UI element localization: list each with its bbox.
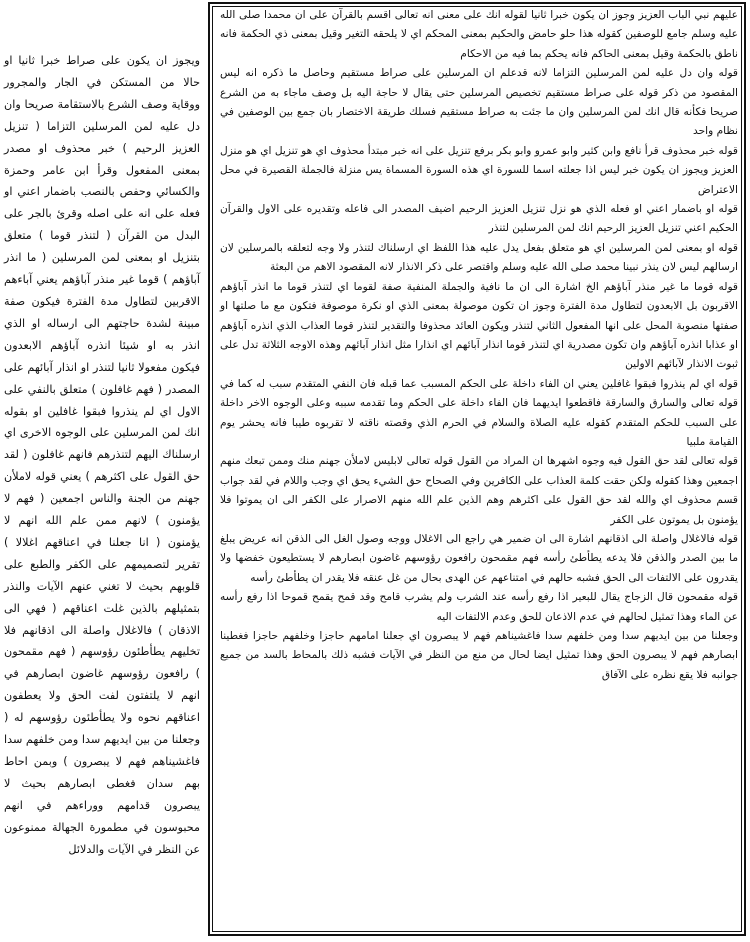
commentary-paragraph: قوله اي لم ينذروا فبقوا غافلين يعني ان الفاء داخلة على الحكم المسبب عما قبله فان النفي المتقدم سبب له كما في قوله تعالى والسارق والسارقة فاقطعوا ايديهما فان الفاء داخلة على الحكم وما تقدمه سببه وعلى الوجوه الاخر داخلة على السبب للحكم المتقدم كقوله عليه الصلاة والسلام في الحرم الذي وقصته ناقته لا تقربوه طيبا فانه يحشر يوم القيامة ملبيا — [220, 377, 738, 448]
commentary-paragraph: قوله مقمحون قال الزجاج يقال للبعير اذا رفع رأسه عند الشرب ولم يشرب قامح وقد قمح يقمح قموحا اذا رفع رأسه عن الماء وهذا تمثيل لحالهم في عدم الاذعان للحق وعدم الالتفات اليه — [220, 591, 738, 623]
commentary-paragraph: قوله خبر محذوف قرأ نافع وابن كثير وابو عمرو وابو بكر برفع تنزيل على انه خبر مبتدأ محذوف اي هو تنزيل اي هو منزل العزيز ويجوز ان يكون خبر ليس اذا جعلته اسما للسورة اي هذه السورة المسماة يس منزلة فالجملة القصيرة في محل الاعتراض — [220, 144, 738, 196]
margin-tafsir-column — [4, 50, 200, 856]
commentary-paragraph: قوله تعالى لقد حق القول فيه وجوه اشهرها ان المراد من القول قوله تعالى لابليس لاملأن جهنم منك وممن تبعك منهم اجمعين وهذا كقوله ولكن حقت كلمة العذاب على الكافرين وفي الصحاح حق الشيء يحق اي وجب واللام في لقد جواب قسم محذوف اي والله لقد حق القول على اكثرهم وهم الذين علم الله منهم الاصرار على الكفر الى ان يموتوا فلا يؤمنون بل يموتون على الكفر — [220, 455, 738, 526]
commentary-paragraph: عليهم نبي الباب العزيز وجوز ان يكون خبرا ثانيا لقوله انك على معنى انه تعالى اقسم بالقرآن على ان محمدا صلى الله عليه وسلم جامع للوصفين كقوله هذا حلو حامض والحكيم بمعنى المحكم اي لا يلحقه التغير وقيل بمعنى ذي الحكمة فانه ناطق بالحكمة وقيل بمعنى الحاكم فانه يحكم بما فيه من الاحكام — [220, 9, 738, 60]
commentary-paragraph: قوله او بمعنى لمن المرسلين اي هو متعلق بفعل يدل عليه هذا اللفظ اي ارسلناك لتنذر ولا وجه لتعلقه بالمرسلين لان ارسالهم ليس لان ينذر نبينا محمد صلى الله عليه وسلم واقتصر على ذكر الانذار لانه المقصود الاهم من البعثة — [220, 241, 738, 274]
commentary-paragraph: قوله وان دل عليه لمن المرسلين التزاما لانه قدعلم ان المرسلين على صراط مستقيم وحاصل ما ذكره انه ليس المقصود من ذكر قوله على صراط مستقيم تخصيص المرسلين حتى يقال لا حاجة اليه بل وصف ماجاء به من الشرع صريحا فكأنه قال انك لمن المرسلين وان ما جئت به صراط مستقيم فسلك طريقة الاختصار بان جمع بين الوصفين في نظام واحد — [220, 67, 738, 138]
margin-paragraph: ويجوز ان يكون على صراط خبرا ثانيا او حالا من المستكن في الجار والمجرور ووقاية وصف الشرع بالاستقامة صريحا وان دل عليه لمن المرسلين التزاما ( تنزيل العزيز الرحيم ) خبر محذوف او مصدر بمعنى المفعول وقرأ ابن عامر وحمزة والكسائي وحفص بالنصب باضمار اعني او فعله على انه على اصله وقرئ بالجر على البدل من القرآن ( لتنذر قوما ) متعلق بتنزيل او بمعنى لمن المرسلين ( ما انذر آباؤهم ) قوما غير منذر آباؤهم يعني آباءهم الاقربين لتطاول مدة الفترة فيكون صفة مبينة لشدة حاجتهم الى ارساله او الذي انذر به او شيئا انذره آباؤهم الابعدون فيكون مفعولا ثانيا لتنذر او انذار آبائهم على المصدر ( فهم غافلون ) متعلق بالنفي على الاول اي لم ينذروا فبقوا غافلين او بقوله انك لمن المرسلين على الوجوه الاخرى اي ارسلناك اليهم لتنذرهم فانهم غافلون ( لقد حق القول على اكثرهم ) يعني قوله لاملأن جهنم من الجنة والناس اجمعين ( فهم لا يؤمنون ) لانهم ممن علم الله انهم لا يؤمنون ( انا جعلنا في اعناقهم اغلالا ) تقرير لتصميمهم على الكفر والطبع على قلوبهم بحيث لا تغني عنهم الآيات والنذر بتمثيلهم بالذين غلت اعناقهم ( فهي الى الاذقان ) فالاغلال واصلة الى اذقانهم فلا تخليهم يطأطئون رؤوسهم ( فهم مقمحون ) رافعون رؤوسهم غاضون ابصارهم في انهم لا يلتفتون لفت الحق ولا يعطفون اعناقهم نحوه ولا يطأطئون رؤوسهم له ( وجعلنا من بين ايديهم سدا ومن خلفهم سدا فاغشيناهم فهم لا يبصرون ) وبمن احاط بهم سدان فغطى ابصارهم بحيث لا يبصرون قدامهم ووراءهم في انهم محبوسون في مطمورة الجهالة ممنوعون عن النظر في الآيات والدلائل — [4, 54, 200, 856]
commentary-paragraph: قوله فالاغلال واصلة الى اذقانهم اشارة الى ان ضمير هي راجع الى الاغلال ووجه وصول الغل الى الذقن انه عريض يبلغ ما بين الصدر والذقن فلا يدعه يطأطئ رأسه فهم مقمحون رافعون رؤوسهم غاضون ابصارهم لا يستطيعون خفضها ولا يقدرون على الالتفات الى الحق فشبه حالهم في امتناعهم عن الهدى بحال من غل عنقه فلا يقدر ان يطأطئ رأسه — [220, 532, 738, 584]
commentary-paragraph: قوله قوما ما غير منذر آباؤهم الخ اشارة الى ان ما نافية والجملة المنفية صفة لقوما اي لتنذر قوما ما انذر آباؤهم الاقربون بل الابعدون لتطاول مدة الفترة وجوز ان تكون موصولة بمعنى الذي او نكرة موصوفة فتكون مع ما صلتها او صفتها منصوبة المحل على انها المفعول الثاني لتنذر ويكون العائد محذوفا والتقدير لتنذر قوما العذاب الذي انذره آباؤهم او عذابا انذره آباؤهم وان تكون مصدرية اي لتنذر قوما انذار آبائهم اي انذارا مثل انذار آبائهم وهذه الاوجه الثلاثة تدل على ثبوت الانذار لآبائهم الاولين — [220, 280, 738, 371]
commentary-paragraph: وجعلنا من بين ايديهم سدا ومن خلفهم سدا فاغشيناهم فهم لا يبصرون اي جعلنا امامهم حاجزا وخلفهم حاجزا فغطينا ابصارهم فهم لا يبصرون الحق وهذا تمثيل ايضا لحال من منع من النظر في الآيات فشبه ذلك بالمحاط بالسد من جميع جوانبه فلا يقع نظره على الآفاق — [220, 630, 738, 681]
commentary-paragraph: قوله او باضمار اعني او فعله الذي هو نزل تنزيل العزيز الرحيم اضيف المصدر الى فاعله وتقديره على الاول والقرآن الحكيم اعني تنزيل العزيز الرحيم انك لمن المرسلين لتنذر — [220, 203, 738, 235]
main-commentary-column — [220, 6, 738, 932]
